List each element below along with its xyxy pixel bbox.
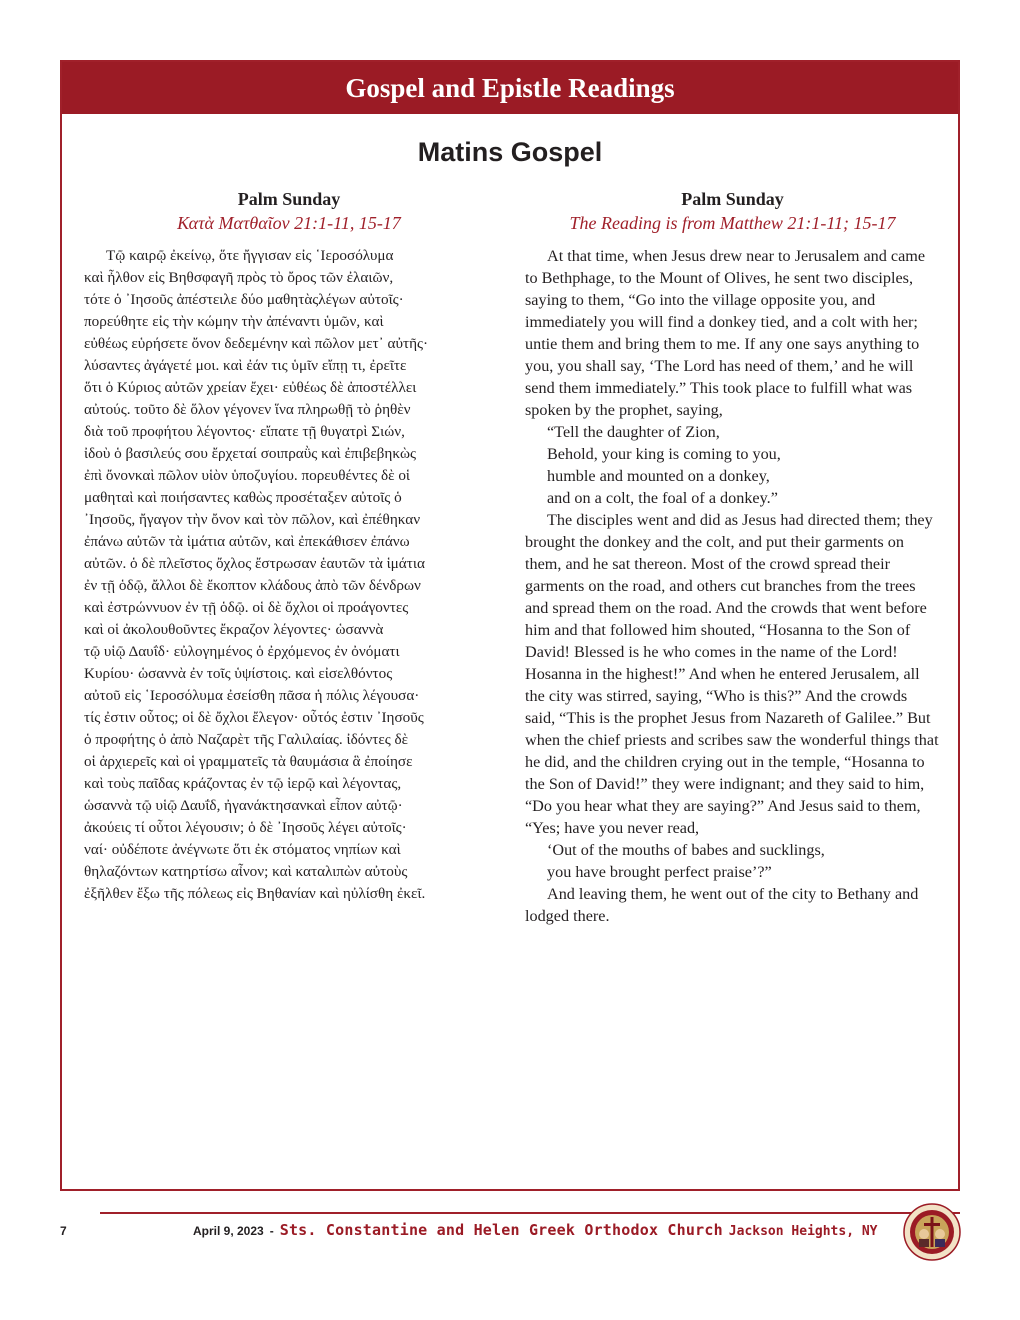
greek-line: ναί· οὐδέποτε ἀνέγνωτε ὅτι ἐκ στόματος νηπίων καὶ	[84, 841, 401, 858]
greek-line: οἱ ἀρχιερεῖς καὶ οἱ γραμματεῖς τὰ θαυμάσια ἃ ἐποίησε	[84, 753, 413, 770]
page-banner	[62, 62, 958, 114]
verse-line: humble and mounted on a donkey,	[547, 467, 770, 485]
footer-line	[193, 1221, 878, 1240]
greek-line: ὡσαννὰ τῷ υἱῷ Δαυΐδ, ἠγανάκτησανκαὶ εἶπον αὐτῷ·	[84, 797, 403, 814]
greek-heading: Palm Sunday	[237, 189, 341, 209]
greek-column	[84, 187, 494, 905]
english-paragraph-3: And leaving them, he went out of the city to Bethany and lodged there.	[525, 885, 919, 925]
greek-line: θηλαζόντων κατηρτίσω αἶνον; καὶ καταλιπὼν αὐτοὺς	[84, 863, 408, 880]
greek-line: πορεύθητε εἰς τὴν κώμην τὴν ἀπέναντι ὑμῶν, καὶ	[84, 313, 384, 330]
greek-line: ἰδοὺ ὁ βασιλεύς σου ἔρχεταί σοιπραῢς καὶ ἐπιβεβηκὼς	[84, 445, 417, 462]
greek-line: Τῷ καιρῷ ἐκείνῳ, ὅτε ἤγγισαν εἰς ῾Ιεροσόλυμα	[106, 247, 394, 264]
greek-line: καὶ οἱ ἀκολουθοῦντες ἔκραζον λέγοντες· ὡσαννὰ	[84, 621, 384, 638]
verse-line: Behold, your king is coming to you,	[547, 445, 781, 463]
greek-line: ἐν τῇ ὁδῷ, ἄλλοι δὲ ἔκοπτον κλάδους ἀπὸ τῶν δένδρων	[84, 577, 421, 594]
church-name: Sts. Constantine and Helen Greek Orthodox Church	[279, 1221, 723, 1239]
greek-line: ἐξῆλθεν ἔξω τῆς πόλεως εἰς Βηθανίαν καὶ ηὐλίσθη ἐκεῖ.	[84, 885, 426, 902]
footer-separator: -	[269, 1224, 274, 1238]
greek-reference: Κατὰ Ματθαῖον 21:1-11, 15-17	[177, 213, 401, 233]
greek-line: ὁ προφήτης ὁ ἀπὸ Ναζαρὲτ τῆς Γαλιλαίας. ἰδόντες δὲ	[84, 731, 409, 748]
greek-line: ἀκούεις τί οὗτοι λέγουσιν; ὁ δὲ ᾿Ιησοῦς λέγει αὐτοῖς·	[84, 819, 407, 836]
english-text	[525, 245, 940, 927]
content-frame	[60, 60, 960, 1191]
english-paragraph-1: At that time, when Jesus drew near to Jerusalem and came to Bethphage, to the Mount of Olives, he sent two disciples, saying to them, “Go into the village opposite you, and immediately you will find a donkey tied, and a colt with her; untie them and bring them to me. If any one says anything to you, you shall say, ‘The Lord has need of them,’ and he will send them immediately.” This took place to fulfill what was spoken by the prophet, saying,	[525, 247, 926, 419]
greek-line: καὶ ἐστρώννυον ἐν τῇ ὁδῷ. οἱ δὲ ὄχλοι οἱ προάγοντες	[84, 599, 409, 616]
greek-line: μαθηταὶ καὶ ποιήσαντες καθὼς προσέταξεν αὐτοῖς ὁ	[84, 489, 402, 506]
greek-line: καὶ ἦλθον εἰς Βηθσφαγῆ πρὸς τὸ ὄρος τῶν ἐλαιῶν,	[84, 269, 394, 286]
greek-line: τίς ἐστιν οὗτος; οἱ δὲ ὄχλοι ἔλεγον· οὗτός ἐστιν ᾿Ιησοῦς	[84, 709, 424, 726]
footer-divider	[100, 1212, 960, 1214]
verse-line: you have brought perfect praise’?”	[547, 863, 772, 881]
greek-line: αὐτοῦ εἰς ῾Ιεροσόλυμα ἐσείσθη πᾶσα ἡ πόλις λέγουσα·	[84, 687, 420, 704]
greek-line: ὅτι ὁ Κύριος αὐτῶν χρείαν ἔχει· εὐθέως δὲ ἀποστέλλει	[84, 379, 417, 396]
greek-line: αὐτούς. τοῦτο δὲ ὅλον γέγονεν ἵνα πληρωθῇ τὸ ῥηθὲν	[84, 401, 411, 418]
english-paragraph-2: The disciples went and did as Jesus had directed them; they brought the donkey and the colt, and put their garments on them, and he sat thereon. Most of the crowd spread their garments on the road, and others cut branches from the trees and spread them on the road. And the crowds that went before him and that followed him shouted, “Hosanna to the Son of David! Blessed is he who comes in the name of the Lord! Hosanna in the highest!” And when he entered Jerusalem, all the city was stirred, saying, “Who is this?” And the crowds said, “This is the prophet Jesus from Nazareth of Galilee.” But when the chief priests and scribes saw the wonderful things that he did, and the children crying out in the temple, “Hosanna to the Son of David!” they were indignant; and they said to him, “Do you hear what they are saying?” And Jesus said to them, “Yes; have you never read,	[525, 511, 939, 837]
banner-title: Gospel and Epistle Readings	[345, 72, 675, 103]
page-footer	[0, 1221, 1020, 1243]
greek-line: καὶ τοὺς παῖδας κράζοντας ἐν τῷ ἱερῷ καὶ λέγοντας,	[84, 775, 402, 792]
greek-line: αὐτῶν. ὁ δὲ πλεῖστος ὄχλος ἔστρωσαν ἑαυτῶν τὰ ἱμάτια	[84, 555, 425, 572]
verse-line: ‘Out of the mouths of babes and sucklings,	[547, 841, 825, 859]
english-column	[525, 187, 940, 927]
greek-line: ἐπὶ ὄνονκαὶ πῶλον υἱὸν ὑποζυγίου. πορευθέντες δὲ οἱ	[84, 467, 411, 484]
english-reference: The Reading is from Matthew 21:1-11; 15-17	[569, 213, 896, 233]
church-seal-icon	[903, 1203, 961, 1261]
section-title: Matins Gospel	[417, 137, 603, 167]
greek-line: Κυρίου· ὡσαννὰ ἐν τοῖς ὑψίστοις. καὶ εἰσελθόντος	[84, 665, 393, 682]
greek-text	[84, 245, 494, 905]
greek-line: διὰ τοῦ προφήτου λέγοντος· εἴπατε τῇ θυγατρὶ Σιών,	[84, 423, 405, 440]
verse-line: and on a colt, the foal of a donkey.”	[547, 489, 778, 507]
greek-line: εὐθέως εὑρήσετε ὄνον δεδεμένην καὶ πῶλον μετ᾿ αὐτῆς·	[84, 335, 429, 352]
greek-line: ᾿Ιησοῦς, ἤγαγον τὴν ὄνον καὶ τὸν πῶλον, καὶ ἐπέθηκαν	[84, 511, 421, 528]
greek-line: ἐπάνω αὐτῶν τὰ ἱμάτια αὐτῶν, καὶ ἐπεκάθισεν ἐπάνω	[84, 533, 410, 550]
english-heading: Palm Sunday	[681, 189, 784, 209]
greek-line: τότε ὁ ᾿Ιησοῦς ἀπέστειλε δύο μαθητὰςλέγων αὐτοῖς·	[84, 291, 404, 308]
verse-line: “Tell the daughter of Zion,	[547, 423, 720, 441]
page-number: 7	[60, 1224, 67, 1238]
footer-date: April 9, 2023	[193, 1224, 264, 1238]
greek-line: λύσαντες ἀγάγετέ μοι. καὶ ἐάν τις ὑμῖν εἴπῃ τι, ἐρεῖτε	[84, 357, 407, 374]
church-location: Jackson Heights, NY	[728, 1224, 878, 1239]
greek-line: τῷ υἱῷ Δαυΐδ· εὐλογημένος ὁ ἐρχόμενος ἐν ὀνόματι	[84, 643, 400, 660]
